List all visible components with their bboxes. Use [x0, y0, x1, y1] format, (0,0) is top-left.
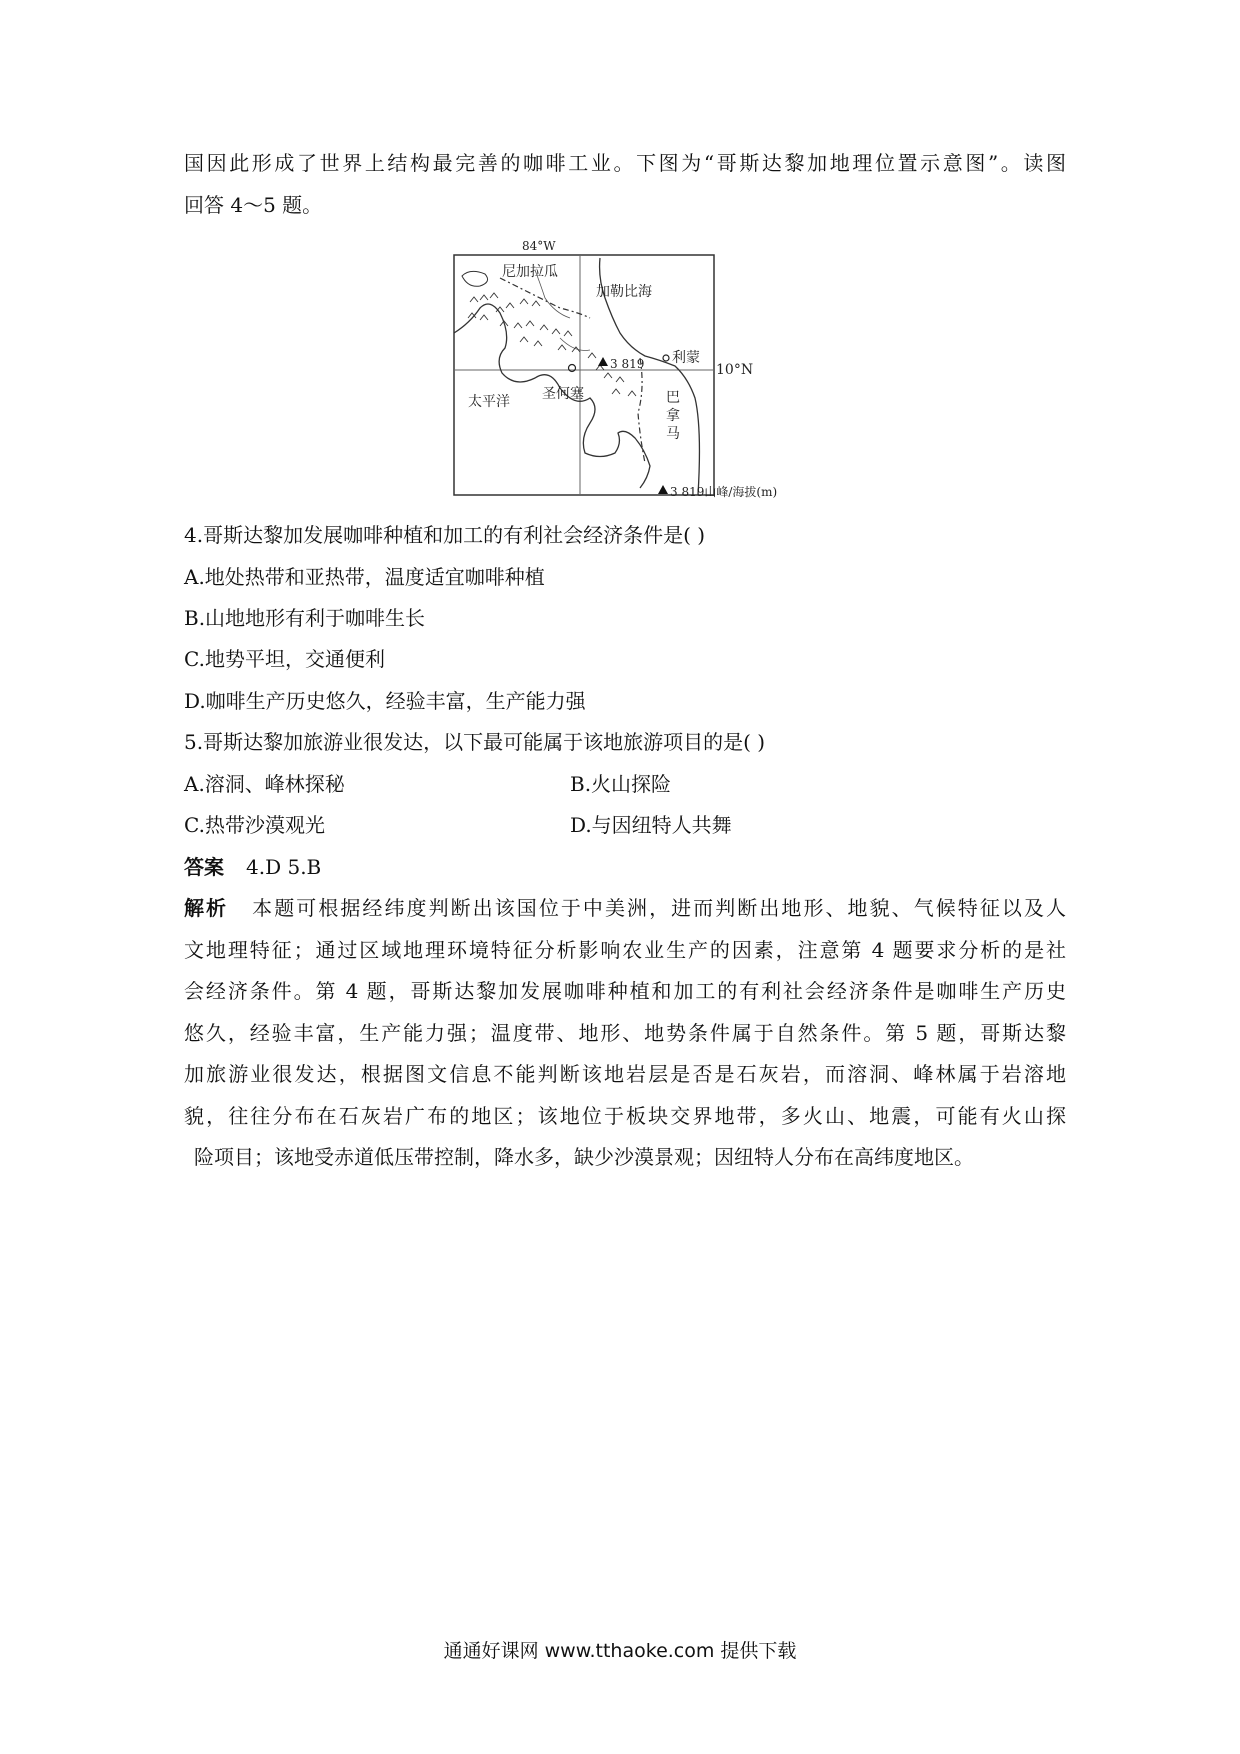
analysis-line-2: 文地理特征；通过区域地理环境特征分析影响农业生产的因素，注意第 4 题要求分析的是社	[184, 938, 1066, 962]
q4-option-b: B.山地地形有利于咖啡生长	[184, 606, 426, 630]
label-panama-3: 马	[666, 426, 680, 442]
analysis-line-5: 加旅游业很发达，根据图文信息不能判断该地岩层是否是石灰岩，而溶洞、峰林属于岩溶地	[184, 1062, 1066, 1086]
costa-rica-map	[440, 238, 800, 502]
analysis-label: 解析	[184, 896, 229, 920]
label-nicaragua: 尼加拉瓜	[502, 264, 558, 280]
peak-marker	[598, 357, 608, 366]
footer-source: 通通好课网 www.tthaoke.com 提供下载	[443, 1640, 797, 1662]
limon-marker	[663, 355, 669, 361]
intro-line-2: 回答 4～5 题。	[184, 193, 323, 217]
q4-option-d: D.咖啡生产历史悠久，经验丰富，生产能力强	[184, 689, 586, 713]
label-panama-1: 巴	[666, 390, 680, 406]
label-pacific: 太平洋	[468, 394, 510, 410]
q4-option-c: C.地势平坦，交通便利	[184, 647, 385, 671]
answer-line	[184, 852, 1066, 882]
lake-nicaragua	[462, 271, 488, 286]
longitude-label: 84°W	[522, 239, 556, 253]
analysis-line-7: 险项目；该地受赤道低压带控制，降水多，缺少沙漠景观；因纽特人分布在高纬度地区。	[194, 1145, 974, 1169]
q5-option-d: D.与因纽特人共舞	[570, 813, 732, 837]
analysis-line-6: 貌，往往分布在石灰岩广布的地区；该地位于板块交界地带，多火山、地震，可能有火山探	[184, 1104, 1066, 1128]
label-caribbean: 加勒比海	[596, 284, 652, 300]
analysis-text-1: 本题可根据经纬度判断出该国位于中美洲，进而判断出地形、地貌、气候特征以及人	[250, 896, 1067, 920]
legend-peak-symbol	[658, 485, 668, 494]
answer-value: 4.D 5.B	[246, 855, 322, 879]
q5-option-a: A.溶洞、峰林探秘	[184, 772, 345, 796]
label-limon: 利蒙	[672, 350, 700, 366]
map-frame	[454, 255, 714, 495]
label-panama-2: 拿	[666, 408, 680, 424]
analysis-line-3: 会经济条件。第 4 题，哥斯达黎加发展咖啡种植和加工的有利社会经济条件是咖啡生产历史	[184, 979, 1066, 1003]
label-peak: 3 819	[610, 357, 645, 371]
q5-stem: 5.哥斯达黎加旅游业很发达，以下最可能属于该地旅游项目的是( )	[184, 730, 766, 754]
label-san-jose: 圣何塞	[542, 386, 584, 402]
q5-option-c: C.热带沙漠观光	[184, 813, 325, 837]
q4-option-a: A.地处热带和亚热带，温度适宜咖啡种植	[184, 565, 545, 589]
analysis-line-4: 悠久，经验丰富，生产能力强；温度带、地形、地势条件属于自然条件。第 5 题，哥斯达黎	[184, 1021, 1066, 1045]
analysis-line-1	[184, 893, 1066, 923]
q4-stem: 4.哥斯达黎加发展咖啡种植和加工的有利社会经济条件是( )	[184, 523, 706, 547]
q5-option-b: B.火山探险	[570, 772, 672, 796]
latitude-label: 10°N	[716, 362, 754, 378]
mountain-symbols	[468, 293, 636, 396]
intro-line-1: 国因此形成了世界上结构最完善的咖啡工业。下图为“哥斯达黎加地理位置示意图”。读图	[184, 151, 1066, 175]
answer-label: 答案	[184, 855, 224, 879]
map-legend: 3 819山峰/海拔(m)	[670, 485, 778, 499]
